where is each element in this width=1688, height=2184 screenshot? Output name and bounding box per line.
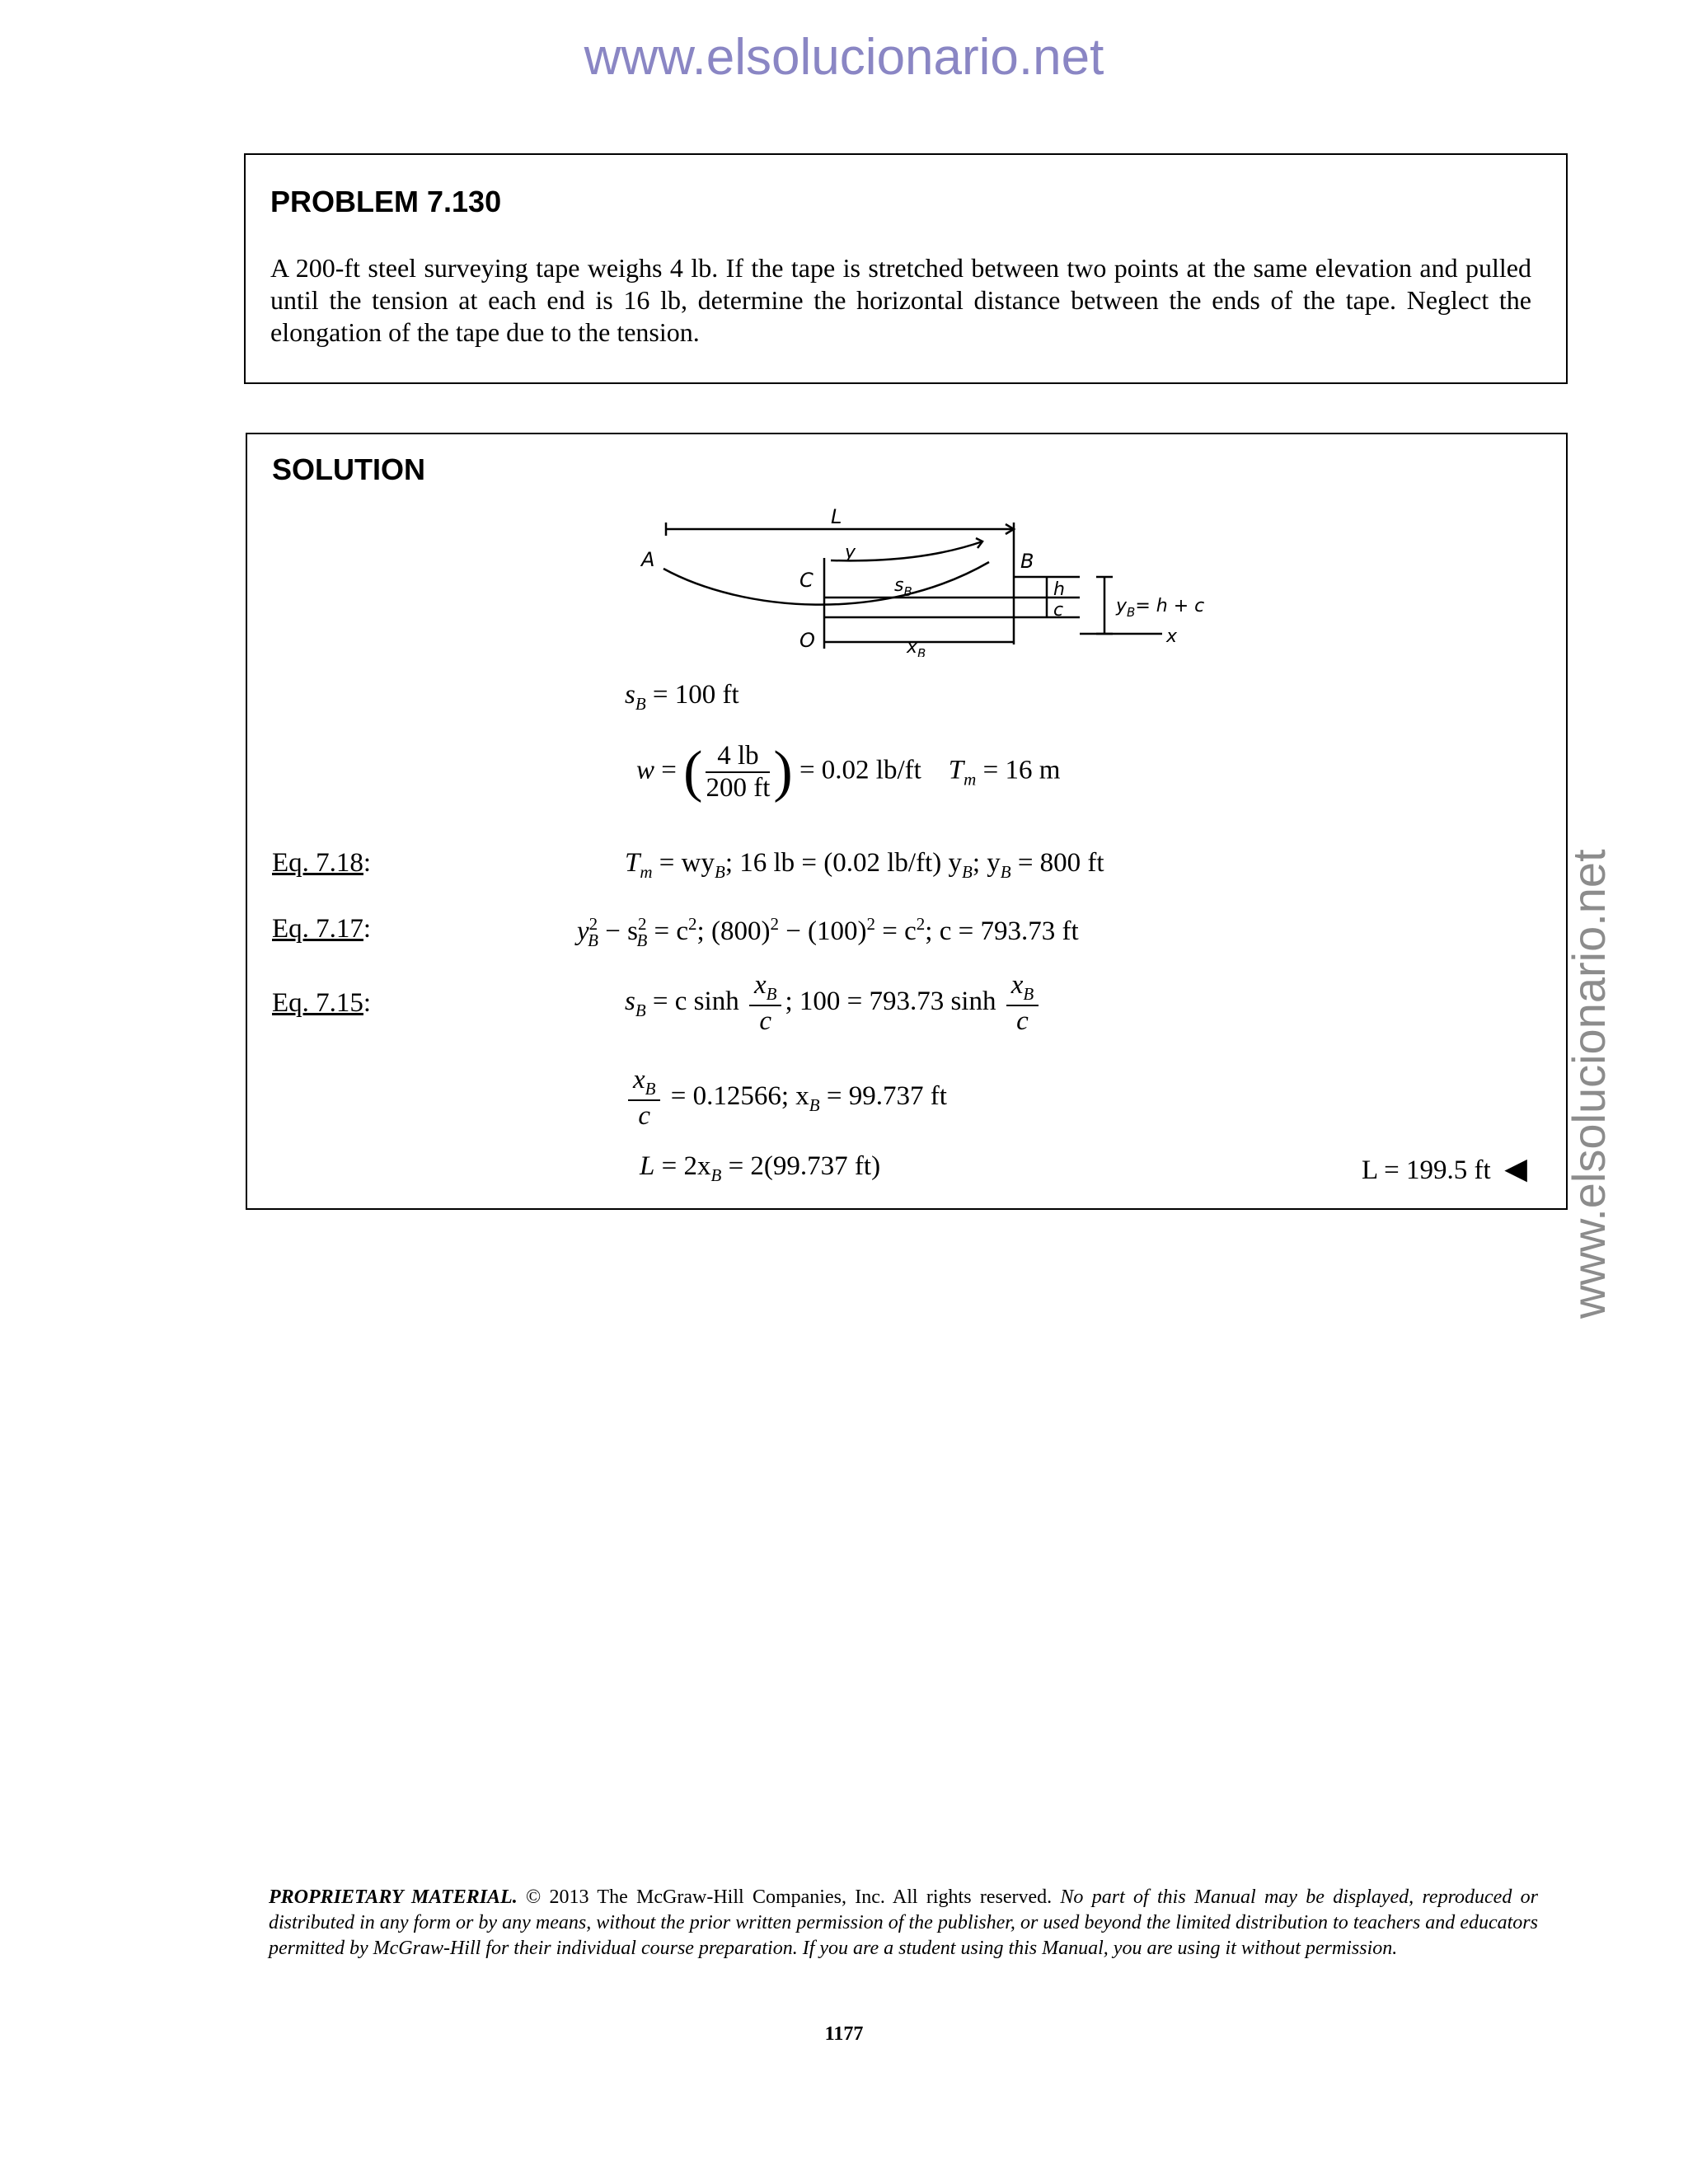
watermark-side: www.elsolucionario.net — [1563, 849, 1615, 1319]
label-y: y — [845, 542, 856, 563]
problem-title: PROBLEM 7.130 — [270, 185, 502, 218]
eq-w: w = ( $\frac{4 lb}{200 ft}$ ) = 0.02 lb/ft $T_m = 16$ m — [636, 740, 1061, 804]
footer-copyright: PROPRIETARY MATERIAL. © 2013 The McGraw-Hill Companies, Inc. All rights reserved. No part of this Manual may be displayed, reproduced or distributed in any form or by any means, without the prior written permission of the publisher, or used beyond the limited distribution to teachers and educators permitted by McGraw-Hill for their individual course preparation. If you are a student using this Manual, you are using it without permission. — [269, 1886, 1538, 1959]
label-c: c — [1053, 600, 1064, 621]
watermark-top: www.elsolucionario.net — [584, 29, 1104, 86]
label-h: h — [1053, 579, 1065, 600]
eq715-label: Eq. 7.15: — [272, 988, 372, 1018]
solution-box — [246, 433, 1568, 1210]
eq-sB: $s_B = 100$ ft — [625, 680, 739, 714]
page-number: 1177 — [824, 2023, 864, 2045]
eq718-label: Eq. 7.18: — [272, 848, 372, 878]
label-L: L — [831, 509, 842, 528]
label-B: B — [1020, 550, 1034, 573]
catenary-diagram — [618, 509, 1212, 657]
eq-L: $L = 2x_B = 2(99.737$ ft) — [640, 1151, 881, 1185]
eq717: $y^2_B - s^2_B = c^2$; $(800)^2 - (100)^2 = c^2$; c = 793.73 ft — [577, 914, 1079, 950]
problem-box — [244, 153, 1568, 384]
eq715: $s_B = c$ sinh $\frac{x_B}{c}$ ; 100 = 793.73 sinh $\frac{x_B}{c}$ — [625, 970, 1042, 1037]
label-xB: $x_B$ — [907, 637, 926, 657]
label-yB: $y_B= h + c$ — [1116, 596, 1205, 620]
eq717-label: Eq. 7.17: — [272, 914, 372, 944]
solution-title: SOLUTION — [272, 452, 425, 486]
label-sB: $s_B$ — [894, 575, 912, 599]
label-C: C — [799, 569, 814, 592]
eq718: $T_m = wy_B$; 16 lb = (0.02 lb/ft) $y_B$; $y_B = 800$ ft — [625, 848, 1104, 882]
label-O: O — [799, 629, 815, 652]
problem-statement: A 200-ft steel surveying tape weighs 4 lb. If the tape is stretched between two points at the same elevation and pulled until the tension at each end is 16 lb, determine the horizontal distance between the ends of the tape. Neglect the elongation of the tape due to the tension. — [270, 253, 1531, 347]
label-x-axis: x — [1166, 626, 1178, 647]
label-A: A — [641, 548, 655, 571]
final-answer: L = 199.5 ft ◀ — [1362, 1152, 1527, 1185]
eq-ratio: $\frac{x_B}{c}$ = 0.12566; $x_B = 99.737$ ft — [625, 1065, 947, 1132]
